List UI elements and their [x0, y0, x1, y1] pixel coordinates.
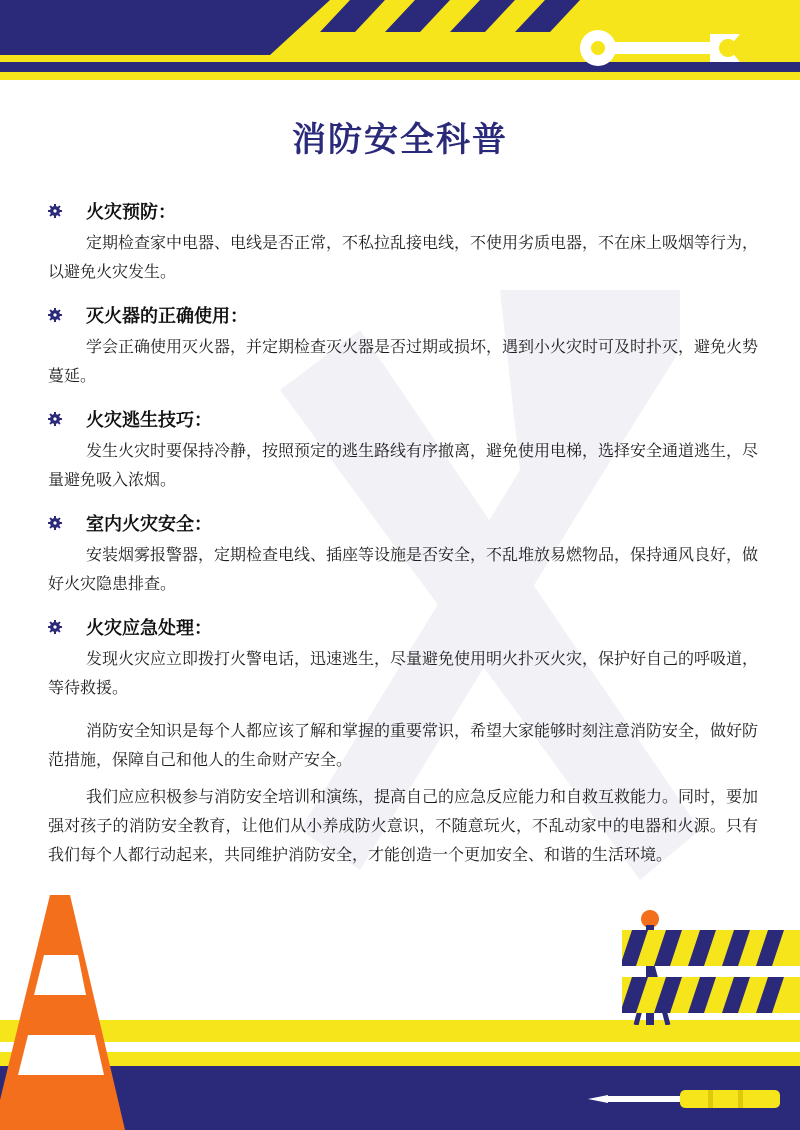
section-text: 安装烟雾报警器，定期检查电线、插座等设施是否安全，不乱堆放易燃物品，保持通风良好，做好火灾隐患排查。 [48, 545, 759, 593]
gear-icon [48, 308, 62, 322]
closing-paragraphs [48, 716, 758, 869]
page-title: 消防安全科普 [292, 120, 508, 160]
section-emergency [48, 612, 758, 702]
section-fire-prevention [48, 196, 758, 286]
section-heading: 火灾预防： [86, 202, 176, 223]
wrench-icon [578, 28, 743, 68]
section-text: 学会正确使用灭火器，并定期检查灭火器是否过期或损坏，遇到小火灾时可及时扑灭，避免火势蔓延。 [48, 337, 759, 385]
section-text: 发现火灾应立即拨打火警电话，迅速逃生，尽量避免使用明火扑灭火灾，保护好自己的呼吸道，等待救援。 [48, 649, 759, 697]
section-escape [48, 404, 758, 494]
gear-icon [48, 204, 62, 218]
section-heading: 火灾逃生技巧： [86, 410, 212, 431]
section-indoor-safety [48, 508, 758, 598]
section-heading: 灭火器的正确使用： [86, 306, 248, 327]
gear-icon [48, 620, 62, 634]
section-extinguisher [48, 300, 758, 390]
closing-text: 我们应应积极参与消防安全培训和演练，提高自己的应急反应能力和自救互救能力。同时，要加强对孩子的消防安全教育，让他们从小养成防火意识，不随意玩火，不乱动家中的电器和火源。只有我们每个人都行动起来，共同维护消防安全，才能创造一个更加安全、和谐的生活环境。 [48, 787, 759, 864]
screwdriver-icon [588, 1086, 780, 1112]
gear-icon [48, 516, 62, 530]
gear-icon [48, 412, 62, 426]
section-heading: 室内火灾安全： [86, 514, 212, 535]
section-text: 定期检查家中电器、电线是否正常，不私拉乱接电线，不使用劣质电器，不在床上吸烟等行为，以避免火灾发生。 [48, 233, 759, 281]
section-heading: 火灾应急处理： [86, 618, 212, 639]
section-text: 发生火灾时要保持冷静，按照预定的逃生路线有序撤离，避免使用电梯，选择安全通道逃生，尽量避免吸入浓烟。 [48, 441, 759, 489]
closing-text: 消防安全知识是每个人都应该了解和掌握的重要常识，希望大家能够时刻注意消防安全，做好防范措施，保障自己和他人的生命财产安全。 [48, 721, 759, 769]
traffic-cone-icon [0, 895, 130, 1130]
barrier-icon [622, 905, 800, 1025]
article-body [48, 196, 758, 877]
